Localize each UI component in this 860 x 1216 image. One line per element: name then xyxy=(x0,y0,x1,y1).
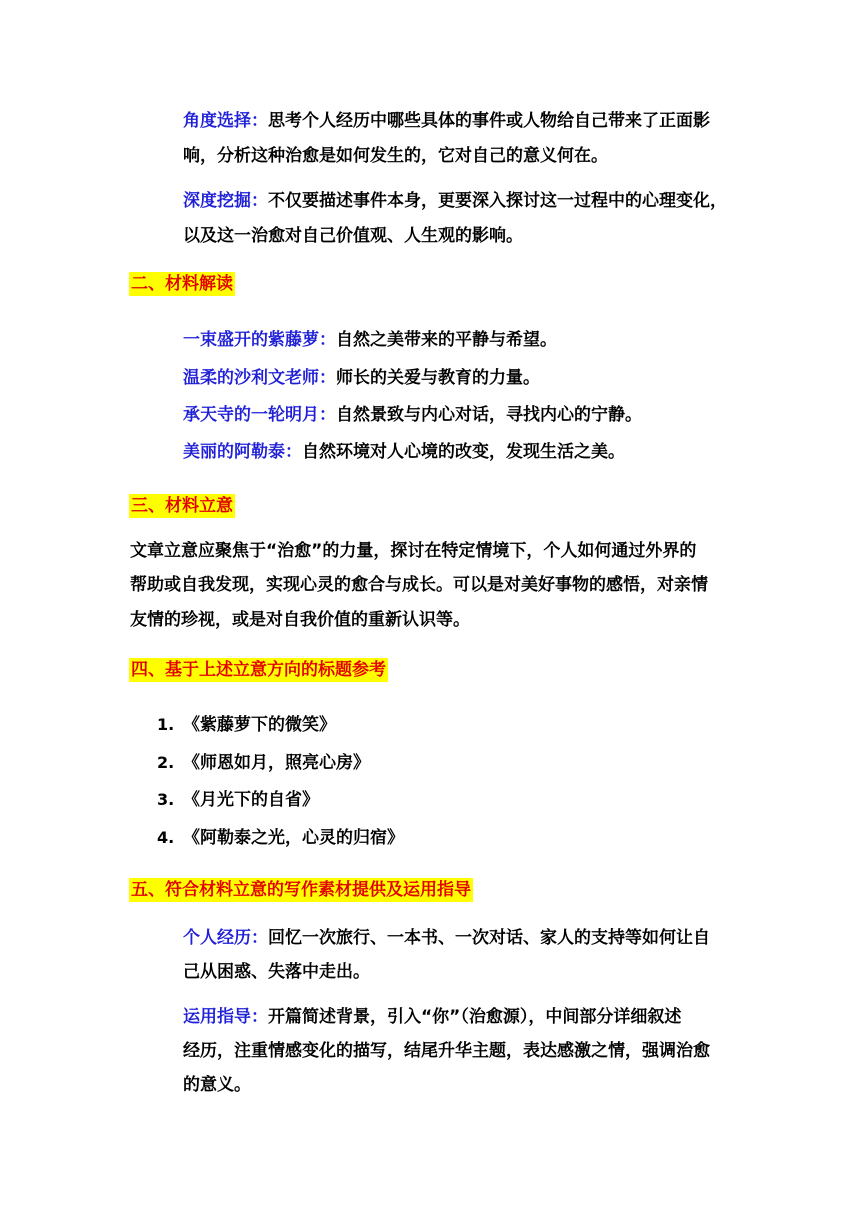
guide-paragraph-line-2: 经历，注重情感变化的描写，结尾升华主题，表达感激之情，强调治愈 xyxy=(183,1041,710,1061)
material-item-1-text: 自然之美带来的平静与希望。 xyxy=(336,330,557,350)
section-4-heading: 四、基于上述立意方向的标题参考 xyxy=(131,660,386,680)
material-item-2-text: 师长的关爱与教育的力量。 xyxy=(336,368,540,388)
title-4-text: 《阿勒泰之光，心灵的归宿》 xyxy=(183,828,404,848)
depth-paragraph-line-1 xyxy=(183,190,727,212)
depth-paragraph-line-2: 以及这一治愈对自己价值观、人生观的影响。 xyxy=(183,226,523,246)
material-item-2 xyxy=(183,367,540,389)
personal-paragraph-line-1 xyxy=(183,927,710,949)
title-1-text: 《紫藤萝下的微笑》 xyxy=(183,715,336,735)
material-item-3-text: 自然景致与内心对话，寻找内心的宁静。 xyxy=(336,405,642,425)
theme-line-3: 友情的珍视，或是对自我价值的重新认识等。 xyxy=(130,610,470,630)
material-item-3 xyxy=(183,404,642,426)
guide-label: 运用指导： xyxy=(183,1007,268,1027)
title-3-text: 《月光下的自省》 xyxy=(183,790,319,810)
title-3-number: 3. xyxy=(157,790,175,809)
depth-label: 深度挖掘： xyxy=(183,191,268,211)
section-3-heading: 三、材料立意 xyxy=(131,496,233,516)
material-item-2-label: 温柔的沙利文老师： xyxy=(183,368,336,388)
material-item-1 xyxy=(183,329,557,351)
title-2-text: 《师恩如月，照亮心房》 xyxy=(183,753,370,773)
material-item-4 xyxy=(183,441,625,463)
guide-paragraph-line-1 xyxy=(183,1006,681,1028)
material-item-4-text: 自然环境对人心境的改变，发现生活之美。 xyxy=(302,442,625,462)
angle-text-1: 思考个人经历中哪些具体的事件或人物给自己带来了正面影 xyxy=(268,111,710,131)
material-item-1-label: 一束盛开的紫藤萝： xyxy=(183,330,336,350)
angle-paragraph-line-2: 响，分析这种治愈是如何发生的，它对自己的意义何在。 xyxy=(183,146,608,166)
theme-line-1: 文章立意应聚焦于“治愈”的力量，探讨在特定情境下，个人如何通过外界的 xyxy=(130,541,697,561)
angle-label: 角度选择： xyxy=(183,111,268,131)
theme-line-2: 帮助或自我发现，实现心灵的愈合与成长。可以是对美好事物的感悟，对亲情 xyxy=(130,575,708,595)
guide-paragraph-line-3: 的意义。 xyxy=(183,1075,251,1095)
material-item-3-label: 承天寺的一轮明月： xyxy=(183,405,336,425)
section-5-heading: 五、符合材料立意的写作素材提供及运用指导 xyxy=(131,880,471,900)
title-4-number: 4. xyxy=(157,828,175,847)
personal-paragraph-line-2: 己从困惑、失落中走出。 xyxy=(183,962,370,982)
personal-text-1: 回忆一次旅行、一本书、一次对话、家人的支持等如何让自 xyxy=(268,928,710,948)
personal-label: 个人经历： xyxy=(183,928,268,948)
material-item-4-label: 美丽的阿勒泰： xyxy=(183,442,302,462)
guide-text-1: 开篇简述背景，引入“你”（治愈源），中间部分详细叙述 xyxy=(268,1007,682,1027)
angle-paragraph-line-1 xyxy=(183,110,710,132)
title-1-number: 1. xyxy=(157,715,175,734)
section-2-heading: 二、材料解读 xyxy=(131,274,233,294)
depth-text-1: 不仅要描述事件本身，更要深入探讨这一过程中的心理变化， xyxy=(268,191,727,211)
title-2-number: 2. xyxy=(157,753,175,772)
